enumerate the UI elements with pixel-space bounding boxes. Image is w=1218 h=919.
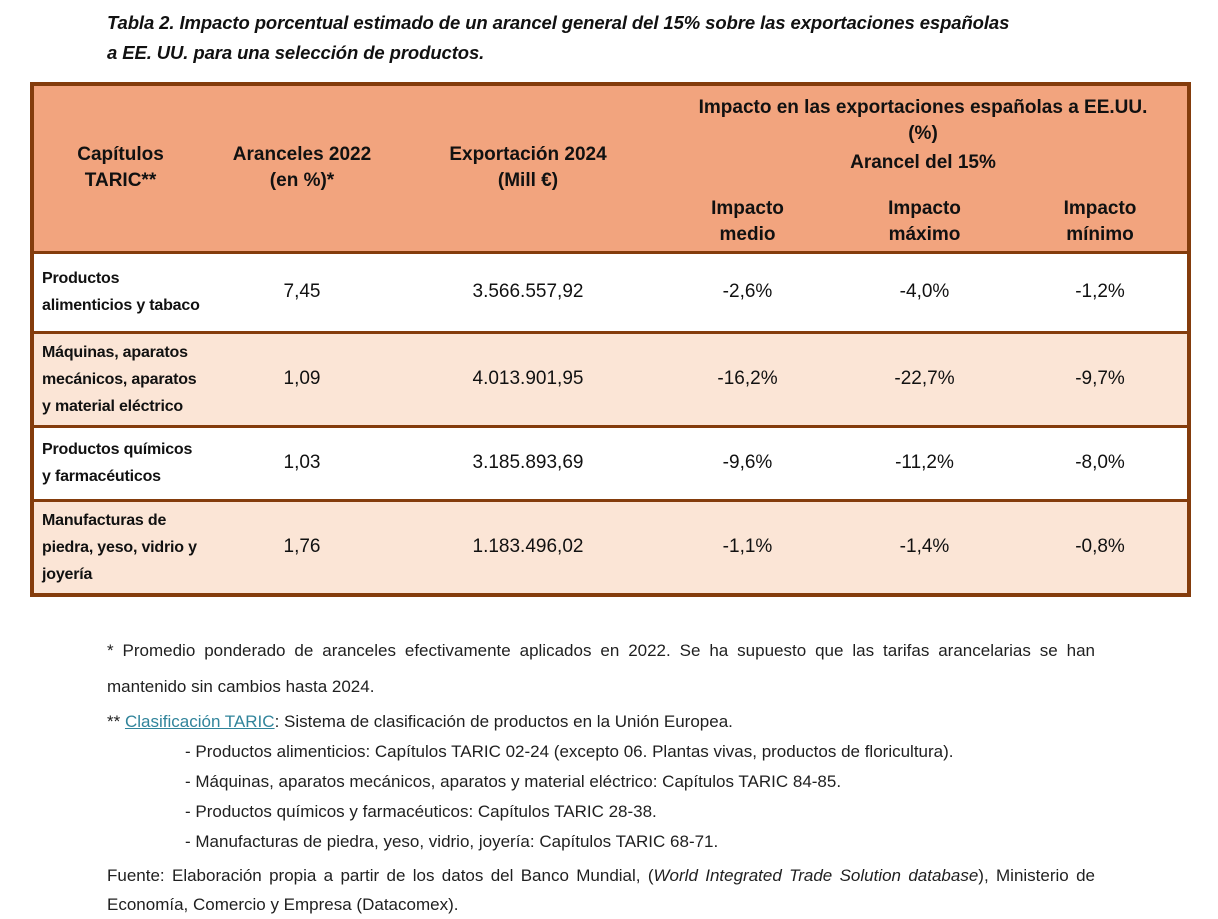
cell-product: Manufacturas de piedra, yeso, vidrio y joyería	[32, 500, 207, 595]
col-header-exportacion-2024	[397, 84, 659, 252]
footnote-tariffs: * Promedio ponderado de aranceles efectivamente aplicados en 2022. Se ha supuesto que las tarifas arancelarias se han mantenido sin cambios hasta 2024.	[107, 641, 1095, 696]
col-header-capitulos-taric	[32, 84, 207, 252]
cell-exports-2024: 3.185.893,69	[397, 426, 659, 500]
cell-tariff-2022: 1,76	[207, 500, 397, 595]
cell-impact-maximo: -1,4%	[836, 500, 1013, 595]
table-row	[32, 252, 1189, 332]
table-body	[32, 252, 1189, 595]
footnote-taric-text: : Sistema de clasificación de productos en la Unión Europea.	[274, 712, 733, 731]
col-group-title: Impacto en las exportaciones españolas a EE.UU. (%)	[698, 97, 1148, 144]
footnotes	[107, 633, 1095, 919]
col-header-label: Impacto máximo	[888, 198, 961, 246]
data-table	[30, 82, 1191, 597]
cell-impact-maximo: -22,7%	[836, 332, 1013, 426]
cell-impact-minimo: -9,7%	[1013, 332, 1189, 426]
taric-item: - Máquinas, aparatos mecánicos, aparatos y material eléctrico: Capítulos TARIC 84-85.	[185, 772, 842, 791]
col-header-label: Exportación 2024 (Mill €)	[449, 144, 607, 192]
cell-product: Máquinas, aparatos mecánicos, aparatos y material eléctrico	[32, 332, 207, 426]
col-group-subtitle: Arancel del 15%	[850, 152, 996, 173]
cell-tariff-2022: 7,45	[207, 252, 397, 332]
cell-exports-2024: 4.013.901,95	[397, 332, 659, 426]
source-note	[107, 862, 1095, 919]
cell-impact-minimo: -1,2%	[1013, 252, 1189, 332]
table-header	[32, 84, 1189, 252]
cell-tariff-2022: 1,03	[207, 426, 397, 500]
cell-impact-medio: -16,2%	[659, 332, 836, 426]
taric-item: - Manufacturas de piedra, yeso, vidrio, joyería: Capítulos TARIC 68-71.	[185, 832, 719, 851]
cell-impact-minimo: -0,8%	[1013, 500, 1189, 595]
source-text-end: ), Ministerio de Economía, Comercio y Empresa (Datacomex).	[107, 866, 1095, 914]
cell-product: Productos químicos y farmacéuticos	[32, 426, 207, 500]
taric-link[interactable]: Clasificación TARIC	[124, 712, 275, 731]
taric-item-list	[107, 737, 1095, 857]
table-row	[32, 426, 1189, 500]
cell-impact-medio: -1,1%	[659, 500, 836, 595]
table-row	[32, 500, 1189, 595]
cell-impact-medio: -2,6%	[659, 252, 836, 332]
source-text: Fuente: Elaboración propia a partir de los datos del Banco Mundial, (	[107, 866, 654, 885]
table-row	[32, 332, 1189, 426]
cell-exports-2024: 3.566.557,92	[397, 252, 659, 332]
col-header-label: Impacto medio	[711, 198, 784, 246]
taric-item: - Productos químicos y farmacéuticos: Capítulos TARIC 28-38.	[185, 802, 657, 821]
source-database-name: World Integrated Trade Solution database	[653, 866, 979, 885]
cell-tariff-2022: 1,09	[207, 332, 397, 426]
col-header-label: Impacto mínimo	[1063, 198, 1137, 246]
col-header-label: Capítulos TARIC**	[77, 144, 164, 192]
table-caption: Tabla 2. Impacto porcentual estimado de un arancel general del 15% sobre las exportaciones españolas a EE. UU. para una selección de productos.	[107, 12, 1010, 63]
cell-impact-maximo: -11,2%	[836, 426, 1013, 500]
footnote-marker: **	[107, 712, 125, 731]
cell-impact-maximo: -4,0%	[836, 252, 1013, 332]
col-header-impacto-maximo	[836, 194, 1013, 252]
col-group-impacto-exportaciones	[659, 84, 1189, 194]
col-header-label: Aranceles 2022 (en %)*	[232, 144, 372, 192]
cell-impact-medio: -9,6%	[659, 426, 836, 500]
cell-product: Productos alimenticios y tabaco	[32, 252, 207, 332]
taric-item: - Productos alimenticios: Capítulos TARIC 02-24 (excepto 06. Plantas vivas, productos de floricultura).	[185, 742, 954, 761]
col-header-aranceles-2022	[207, 84, 397, 252]
col-header-impacto-medio	[659, 194, 836, 252]
col-header-impacto-minimo	[1013, 194, 1189, 252]
footnote-taric	[107, 707, 1095, 737]
cell-exports-2024: 1.183.496,02	[397, 500, 659, 595]
cell-impact-minimo: -8,0%	[1013, 426, 1189, 500]
